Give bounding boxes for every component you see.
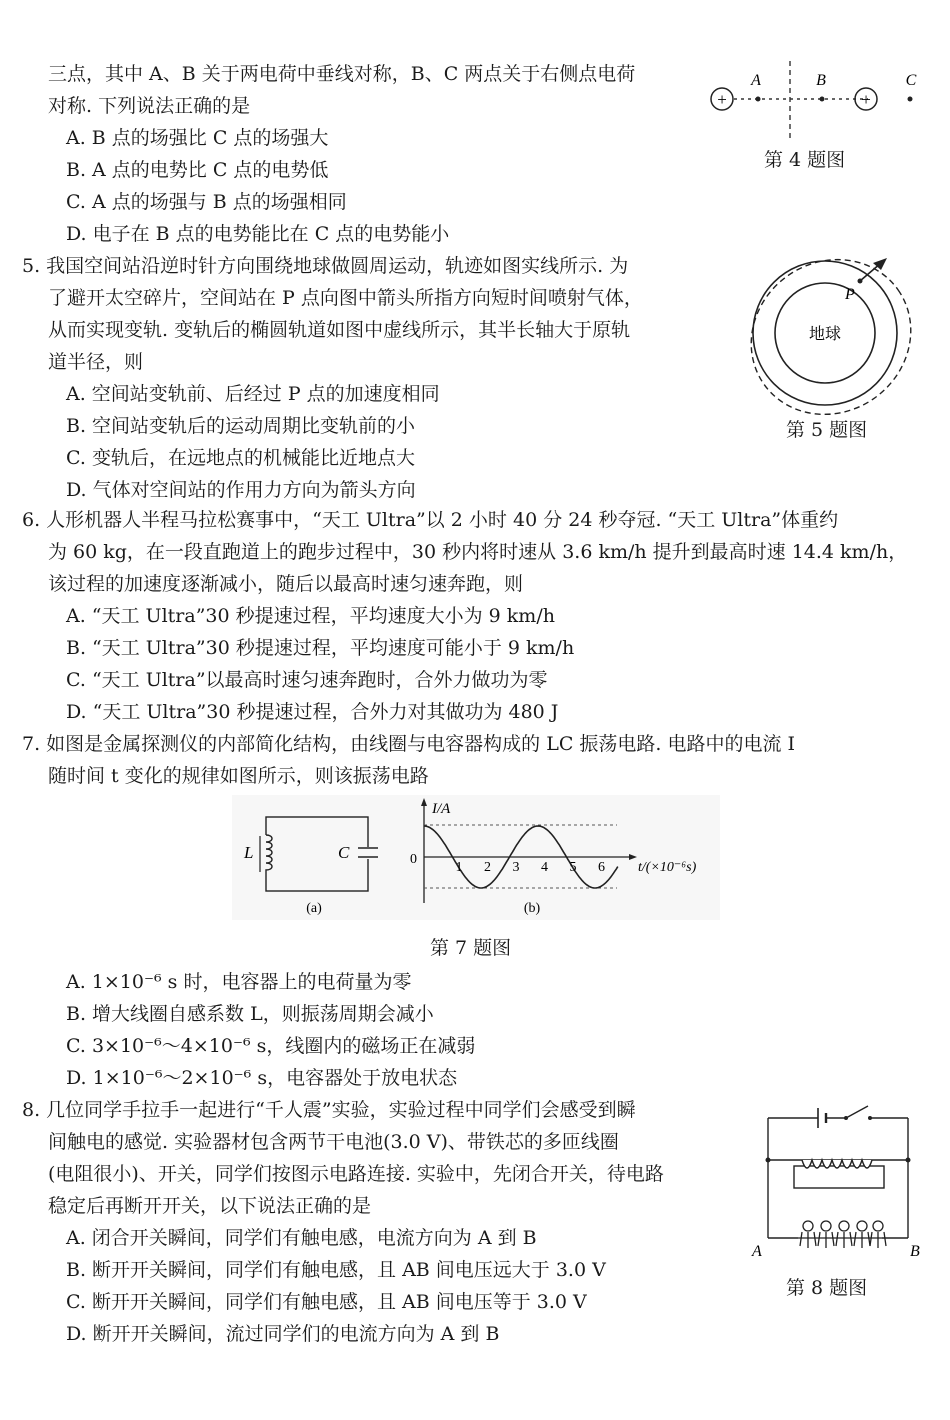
svg-text:+: + bbox=[861, 90, 871, 109]
terminal-a-label: A bbox=[752, 1243, 762, 1260]
q5-figure bbox=[745, 255, 925, 415]
x-tick-label: 1 bbox=[455, 860, 463, 875]
q4-figure bbox=[700, 55, 930, 145]
svg-text:+: + bbox=[717, 90, 727, 109]
x-tick-label: 4 bbox=[541, 860, 548, 875]
q8-figure bbox=[750, 1098, 930, 1268]
q6-stem-line-3: 该过程的加速度逐渐减小，随后以最高时速匀速奔跑，则 bbox=[48, 573, 524, 595]
point-b-label: B bbox=[816, 72, 826, 89]
earth-label: 地球 bbox=[808, 326, 842, 343]
q5-option-b: B. 空间站变轨后的运动周期比变轨前的小 bbox=[66, 415, 416, 437]
switch-blade bbox=[846, 1106, 868, 1118]
figure-b-label: (b) bbox=[523, 901, 541, 916]
q7-option-d: D. 1×10⁻⁶～2×10⁻⁶ s，电容器处于放电状态 bbox=[66, 1067, 458, 1089]
point-a-dot bbox=[756, 97, 761, 102]
q8-stem-line-4: 稳定后再断开开关，以下说法正确的是 bbox=[48, 1195, 372, 1217]
terminal-b-label: B bbox=[910, 1243, 920, 1260]
q8-option-a: A. 闭合开关瞬间，同学们有触电感，电流方向为 A 到 B bbox=[66, 1227, 537, 1249]
q8-option-b: B. 断开开关瞬间，同学们有触电感，且 AB 间电压远大于 3.0 V bbox=[66, 1259, 606, 1281]
x-tick-label: 2 bbox=[484, 860, 491, 875]
q6-option-d: D. “天工 Ultra”30 秒提速过程，合外力对其做功为 480 J bbox=[66, 701, 559, 723]
point-c-label: C bbox=[905, 72, 917, 89]
q6-option-c: C. “天工 Ultra”以最高时速匀速奔跑时，合外力做功为零 bbox=[66, 669, 548, 691]
x-tick-label: 3 bbox=[512, 860, 520, 875]
q4-option-d: D. 电子在 B 点的电势能比在 C 点的电势能小 bbox=[66, 223, 450, 245]
q5-stem-line-2: 了避开太空碎片，空间站在 P 点向图中箭头所指方向短时间喷射气体， bbox=[48, 287, 643, 309]
q8-stem-line-3: (电阻很小)、开关，同学们按图示电路连接. 实验中，先闭合开关，待电路 bbox=[48, 1163, 664, 1185]
q8-stem-line-1: 8. 几位同学手拉手一起进行“千人震”实验，实验过程中同学们会感受到瞬 bbox=[22, 1099, 636, 1121]
x-tick-label: 5 bbox=[569, 860, 577, 875]
q5-stem-line-1: 5. 我国空间站沿逆时针方向围绕地球做圆周运动，轨迹如图实线所示. 为 bbox=[22, 255, 629, 277]
point-b-dot bbox=[820, 97, 825, 102]
q8-stem-line-2: 间触电的感觉. 实验器材包含两节干电池(3.0 V)、带铁芯的多匝线圈 bbox=[48, 1131, 619, 1153]
q7-stem-line-1: 7. 如图是金属探测仪的内部简化结构，由线圈与电容器构成的 LC 振荡电路. 电路中的电流 I bbox=[22, 733, 796, 755]
origin-label: 0 bbox=[410, 852, 417, 867]
q5-stem-line-3: 从而实现变轨. 变轨后的椭圆轨道如图中虚线所示，其半长轴大于原轨 bbox=[48, 319, 631, 341]
x-tick-label: 6 bbox=[598, 860, 605, 875]
q4-option-c: C. A 点的场强与 B 点的场强相同 bbox=[66, 191, 347, 213]
figure-a-label: (a) bbox=[306, 901, 322, 916]
q8-option-d: D. 断开开关瞬间，流过同学们的电流方向为 A 到 B bbox=[66, 1323, 500, 1345]
q7-figure-caption: 第 7 题图 bbox=[430, 937, 512, 959]
q6-stem-line-2: 为 60 kg，在一段直跑道上的跑步过程中，30 秒内将时速从 3.6 km/h 提升到最高时速 14.4 km/h， bbox=[48, 541, 908, 563]
q4-stem-line-2: 对称. 下列说法正确的是 bbox=[48, 95, 251, 117]
point-c-dot bbox=[908, 97, 913, 102]
svg-text:C: C bbox=[338, 843, 350, 862]
q4-option-b: B. A 点的电势比 C 点的电势低 bbox=[66, 159, 329, 181]
q7-option-a: A. 1×10⁻⁶ s 时，电容器上的电荷量为零 bbox=[66, 971, 412, 993]
q5-figure-caption: 第 5 题图 bbox=[786, 419, 868, 441]
q5-stem-line-4: 道半径，则 bbox=[48, 351, 144, 373]
q5-option-c: C. 变轨后，在远地点的机械能比近地点大 bbox=[66, 447, 415, 469]
q7-option-c: C. 3×10⁻⁶～4×10⁻⁶ s，线圈内的磁场正在减弱 bbox=[66, 1035, 476, 1057]
q5-option-a: A. 空间站变轨前、后经过 P 点的加速度相同 bbox=[66, 383, 440, 405]
q6-option-b: B. “天工 Ultra”30 秒提速过程，平均速度可能小于 9 km/h bbox=[66, 637, 575, 659]
q8-figure-caption: 第 8 题图 bbox=[786, 1277, 868, 1299]
y-axis-label: I/A bbox=[432, 801, 451, 817]
point-a-label: A bbox=[751, 72, 761, 89]
q5-option-d: D. 气体对空间站的作用力方向为箭头方向 bbox=[66, 479, 416, 501]
svg-text:L: L bbox=[244, 843, 254, 862]
q6-option-a: A. “天工 Ultra”30 秒提速过程，平均速度大小为 9 km/h bbox=[66, 605, 555, 627]
point-p-label: P bbox=[845, 286, 855, 303]
students-chain-icon bbox=[798, 1221, 886, 1248]
q4-figure-caption: 第 4 题图 bbox=[764, 149, 846, 171]
q7-option-b: B. 增大线圈自感系数 L，则振荡周期会减小 bbox=[66, 1003, 434, 1025]
q8-option-c: C. 断开开关瞬间，同学们有触电感，且 AB 间电压等于 3.0 V bbox=[66, 1291, 587, 1313]
q4-stem-line-1: 三点，其中 A、B 关于两电荷中垂线对称，B、C 两点关于右侧点电荷 bbox=[48, 63, 636, 85]
q7-figure bbox=[232, 795, 720, 920]
q7-stem-line-2: 随时间 t 变化的规律如图所示，则该振荡电路 bbox=[48, 765, 429, 787]
x-axis-label: t/(×10⁻⁶s) bbox=[638, 860, 697, 875]
q6-stem-line-1: 6. 人形机器人半程马拉松赛事中，“天工 Ultra”以 2 小时 40 分 24 秒夺冠. “天工 Ultra”体重约 bbox=[22, 509, 839, 531]
q4-option-a: A. B 点的场强比 C 点的场强大 bbox=[66, 127, 329, 149]
